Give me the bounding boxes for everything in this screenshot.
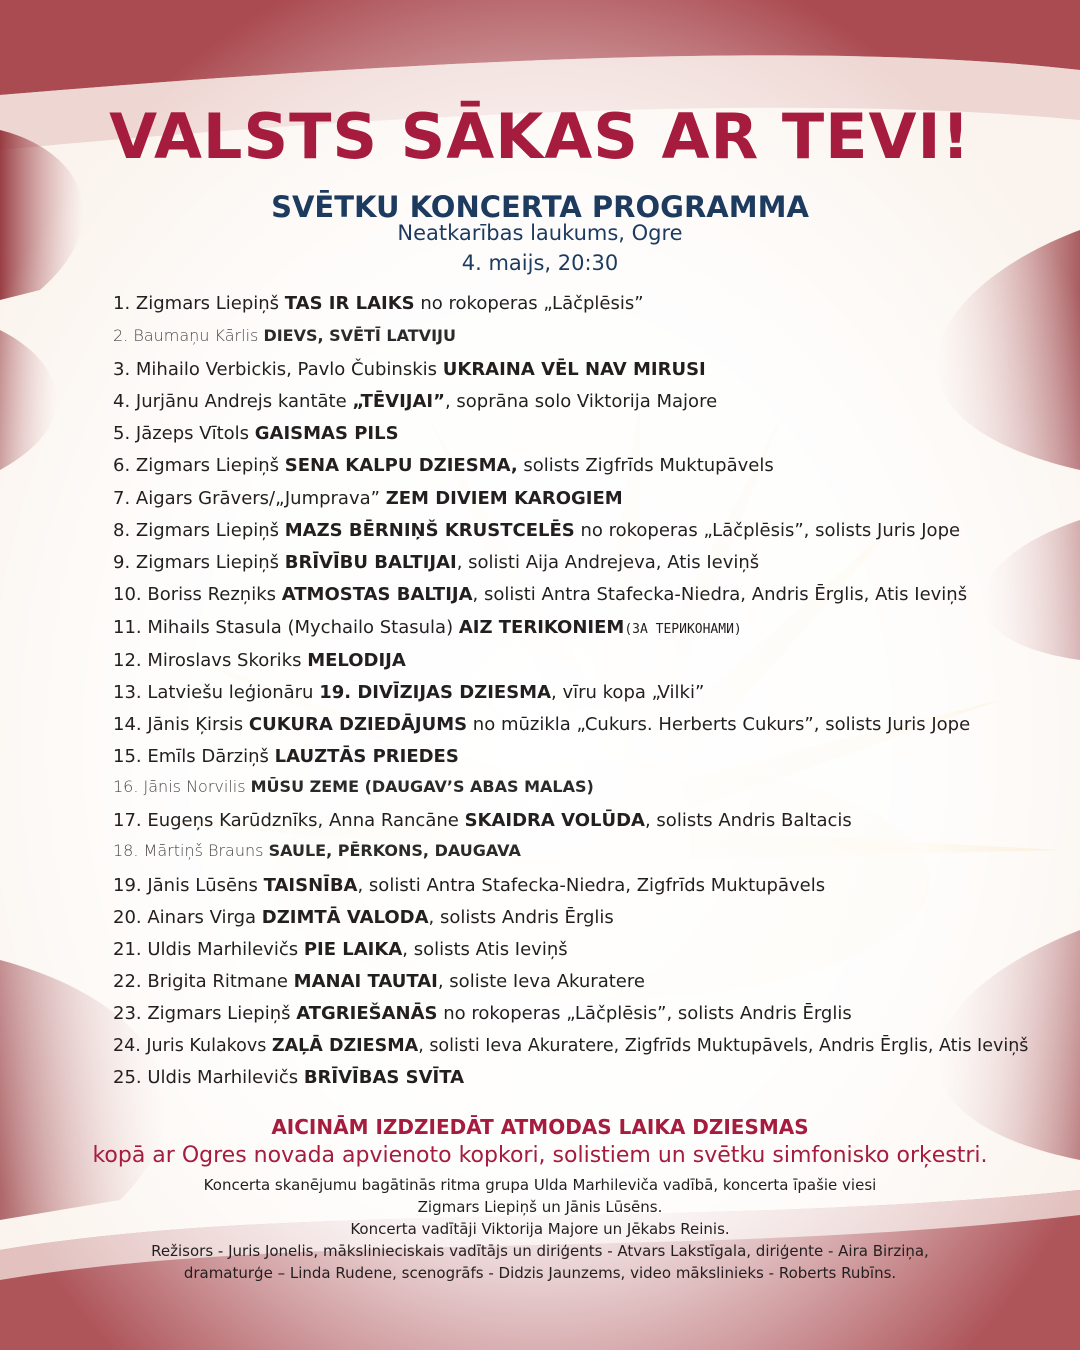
program-item-author: 8. Zigmars Liepiņš	[113, 520, 285, 541]
program-item-song: PIE LAIKA	[303, 939, 403, 960]
program-item-note: , solists Andris Ērglis	[428, 907, 614, 928]
program-item-song: MŪSU ZEME (DAUGAV’S ABAS MALAS)	[250, 777, 594, 796]
program-item-note: , solists Atis Ieviņš	[402, 939, 568, 960]
program-item	[113, 775, 594, 799]
credits	[0, 1174, 1080, 1284]
program-item-song: ZAĻĀ DZIESMA	[271, 1036, 419, 1056]
program-item-note: no mūzikla „Cukurs. Herberts Cukurs”, solists Juris Jope	[467, 714, 971, 735]
program-item-song: TAS IR LAIKS	[284, 293, 415, 314]
program-item-song: ZEM DIVIEM KAROGIEM	[385, 488, 623, 509]
program-item	[113, 906, 614, 930]
program-item-song: DIEVS, SVĒTĪ LATVIJU	[263, 326, 456, 345]
program-item	[113, 422, 399, 446]
program-item-author: 20. Ainars Virga	[113, 907, 262, 928]
program-item	[113, 390, 717, 414]
program-item-song: MANAI TAUTAI	[293, 971, 438, 992]
program-item-note: , soliste Ieva Akuratere	[437, 971, 645, 992]
program-item-note: no rokoperas „Lāčplēsis”	[414, 293, 644, 314]
program-item-song: BRĪVĪBAS SVĪTA	[303, 1067, 465, 1088]
program-item	[113, 292, 644, 316]
program-item-song: GAISMAS PILS	[254, 423, 399, 444]
program-item-note: no rokoperas „Lāčplēsis”, solists Andris Ērglis	[437, 1003, 852, 1024]
program-item-note: , soprāna solo Viktorija Majore	[444, 391, 718, 412]
program-item-note: , solisti Antra Stafecka-Niedra, Zigfrīds Muktupāvels	[357, 875, 826, 896]
program-item-author: 4. Jurjānu Andrejs kantāte	[113, 391, 353, 412]
program-item-author: 24. Juris Kulakovs	[113, 1036, 272, 1056]
program-item-author: 1. Zigmars Liepiņš	[113, 293, 285, 314]
invite-line: kopā ar Ogres novada apvienoto kopkori, solistiem un svētku simfonisko orķestri.	[92, 1143, 988, 1168]
program-item-song: SENA KALPU DZIESMA,	[284, 455, 518, 476]
program-item	[113, 681, 704, 705]
program-item	[113, 324, 456, 348]
program-item-song: „TĒVIJAI”	[352, 391, 445, 412]
program-item-author: 16. Jānis Norvilis	[113, 777, 251, 796]
venue: Neatkarības laukums, Ogre	[397, 221, 683, 245]
program-item	[113, 745, 459, 769]
program-item-song: AIZ TERIKONIEM	[458, 617, 625, 638]
program-item-author: 9. Zigmars Liepiņš	[113, 552, 285, 573]
credits-line: Koncerta vadītāji Viktorija Majore un Jēkabs Reinis.	[350, 1220, 730, 1238]
program-item-song: SAULE, PĒRKONS, DAUGAVA	[268, 841, 521, 860]
program-item-song: BRĪVĪBU BALTIJAI	[284, 552, 457, 573]
program-item-note: , vīru kopa „Vilki”	[551, 682, 705, 703]
program-item-author: 2. Baumaņu Kārlis	[113, 326, 264, 345]
program-item	[113, 454, 774, 478]
program-item-cyrillic: (ЗА ТЕРИКОНАМИ)	[624, 622, 742, 637]
program-item-author: 22. Brigita Ritmane	[113, 971, 294, 992]
program-item	[113, 551, 759, 575]
program-item-note: , solisti Ieva Akuratere, Zigfrīds Muktupāvels, Andris Ērglis, Atis Ieviņš	[418, 1036, 1029, 1056]
credits-line: Koncerta skanējumu bagātinās ritma grupa Ulda Marhilevičа vadībā, koncerta īpašie viesi	[203, 1176, 877, 1194]
program-item-note: , solisti Antra Stafecka-Niedra, Andris Ērglis, Atis Ieviņš	[472, 584, 968, 605]
program-item-author: 21. Uldis Marhilevičs	[113, 939, 304, 960]
program-item-author: 15. Emīls Dārziņš	[113, 746, 275, 767]
program-item	[113, 583, 967, 607]
program-item-song: UKRAINA VĒL NAV MIRUSI	[442, 359, 706, 380]
program-item-note: , solisti Aija Andrejeva, Atis Ieviņš	[456, 552, 760, 573]
program-item-author: 19. Jānis Lūsēns	[113, 875, 264, 896]
credits-line: dramaturģe – Linda Rudene, scenogrāfs - Didzis Jaunzems, video mākslinieks - Roberts Rubīns.	[183, 1264, 897, 1282]
program-item-song: ATGRIEŠANĀS	[296, 1003, 438, 1024]
program-item-note: , solists Andris Baltacis	[644, 810, 852, 831]
program-item	[113, 487, 623, 511]
program-item-author: 3. Mihailo Verbickis, Pavlo Čubinskis	[113, 359, 443, 380]
program-item-song: SKAIDRA VOLŪDA	[464, 810, 645, 831]
program-item-author: 18. Mārtiņš Brauns	[113, 841, 269, 860]
program-item-author: 14. Jānis Ķirsis	[113, 714, 249, 735]
program-item	[113, 839, 521, 863]
program-item	[113, 809, 852, 833]
program-item-song: MAZS BĒRNIŅŠ KRUSTCELĒS	[284, 520, 575, 541]
program-item-author: 23. Zigmars Liepiņš	[113, 1003, 297, 1024]
program-item-author: 12. Miroslavs Skoriks	[113, 650, 308, 671]
program-item-song: MELODIJA	[307, 650, 406, 671]
program-item-author: 13. Latviešu leģionāru	[113, 682, 320, 703]
program-item-note: no rokoperas „Lāčplēsis”, solists Juris Jope	[574, 520, 961, 541]
program-item	[113, 938, 568, 962]
program-item	[113, 1066, 464, 1090]
program-item-author: 5. Jāzeps Vītols	[113, 423, 255, 444]
program-subtitle: SVĒTKU KONCERTA PROGRAMMA	[271, 190, 809, 224]
invite-headline: AICINĀM IZDZIEDĀT ATMODAS LAIKA DZIESMAS	[271, 1115, 809, 1139]
program-item-song: TAISNĪBA	[263, 875, 358, 896]
program-item-author: 17. Eugeņs Karūdznīks, Anna Rancāne	[113, 810, 465, 831]
program-item	[113, 649, 406, 673]
program-item-author: 7. Aigars Grāvers/„Jumprava”	[113, 488, 386, 509]
date-time: 4. maijs, 20:30	[461, 251, 619, 275]
program-item-author: 25. Uldis Marhilevičs	[113, 1067, 304, 1088]
program-item-note: solists Zigfrīds Muktupāvels	[517, 455, 774, 476]
program-item	[113, 874, 825, 898]
program-item-song: CUKURA DZIEDĀJUMS	[248, 714, 468, 735]
program-item	[113, 713, 970, 737]
program-item-author: 6. Zigmars Liepiņš	[113, 455, 285, 476]
program-item-song: DZIMTĀ VALODA	[261, 907, 429, 928]
program-item	[113, 519, 960, 543]
program-item-author: 10. Boriss Rezņiks	[113, 584, 282, 605]
program-item	[113, 1034, 1028, 1058]
program-item-song: ATMOSTAS BALTIJA	[281, 584, 473, 605]
program-item	[113, 616, 742, 642]
credits-line: Zigmars Liepiņš un Jānis Lūsēns.	[417, 1198, 663, 1216]
credits-line: Režisors - Juris Jonelis, mākslinieciskais vadītājs un diriģents - Atvars Lakstīgala, diriģente - Aira Birziņa,	[151, 1242, 929, 1260]
poster-title: VALSTS SĀKAS AR TEVI!	[109, 100, 971, 173]
program-item	[113, 1002, 852, 1026]
program-item-song: LAUZTĀS PRIEDES	[274, 746, 459, 767]
program-item-song: 19. DIVĪZIJAS DZIESMA	[319, 682, 552, 703]
program-item	[113, 970, 645, 994]
program-item-author: 11. Mihails Stasula (Mychailo Stasula)	[113, 617, 459, 638]
program-item	[113, 358, 706, 382]
